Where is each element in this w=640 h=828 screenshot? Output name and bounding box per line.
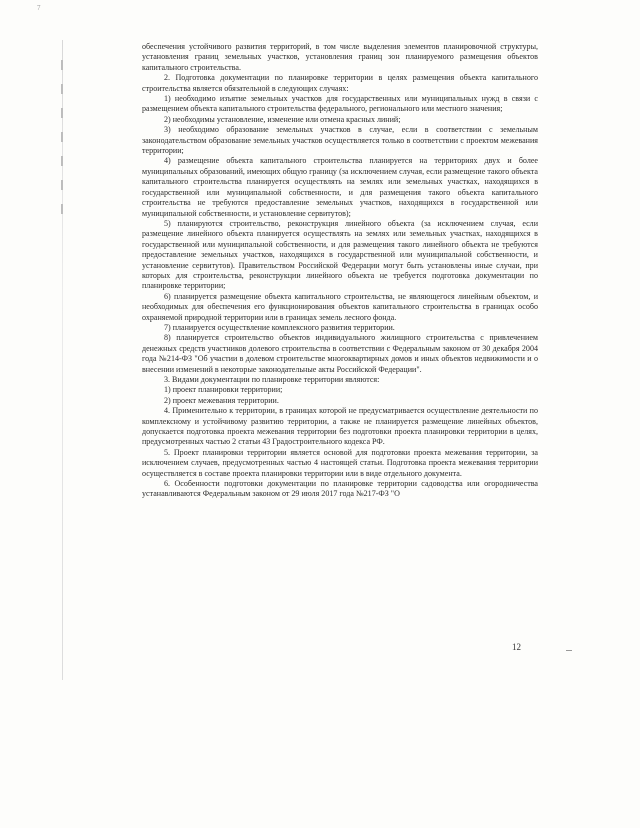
margin-mark bbox=[566, 650, 572, 651]
page-number: 12 bbox=[512, 642, 521, 652]
paragraph: 5. Проект планировки территории является основой для подготовки проекта межевания территории, за исключением случаев, предусмотренных частью 4 настоящей статьи. Подготовка проекта межевания территории осуществляется в составе проекта планировки территории или в виде отдельного документа. bbox=[142, 447, 538, 478]
list-item: 2) необходимы установление, изменение или отмена красных линий; bbox=[164, 114, 401, 124]
list-item: 7) планируется осуществление комплексного развития территории. bbox=[164, 322, 395, 332]
list-item: 3) необходимо образование земельных участков в случае, если в соответствии с земельным законодательством образование земельных участков осуществляется только в соответствии с проектом межевания территории; bbox=[142, 125, 538, 156]
document-page bbox=[142, 42, 538, 500]
list-item: 8) планируется строительство объектов индивидуального жилищного строительства с привлечением денежных средств участников долевого строительства в соответствии с Федеральным законом от 30 декабря 2004 года №214-ФЗ "Об участии в долевом строительстве многоквартирных домов и иных объектов недвижимости и о внесении изменений в некоторые законодательные акты Российской Федерации". bbox=[142, 333, 538, 374]
paragraph: 2. Подготовка документации по планировке территории в целях размещения объекта капитального строительства является обязательной в следующих случаях: bbox=[142, 73, 538, 93]
list-item: 4) размещение объекта капитального строительства планируется на территориях двух и более муниципальных образований, имеющих общую границу (за исключением случая, если размещение такого объекта капитального строительства планируется осуществлять на землях или земельных участках, находящихся в государственной или муниципальной собственности, и для размещения такого объекта капитального строительства не требуются предоставление земельных участков, находящихся в государственной или муниципальной собственности, и установление сервитутов); bbox=[142, 156, 538, 218]
list-item: 1) проект планировки территории; bbox=[164, 385, 283, 395]
list-item: 1) необходимо изъятие земельных участков для государственных или муниципальных нужд в связи с размещением объекта капитального строительства федерального, регионального или местного значения; bbox=[142, 94, 538, 114]
paragraph: 3. Видами документации по планировке территории являются: bbox=[164, 375, 380, 384]
corner-mark: 7 bbox=[37, 4, 41, 12]
binding-marks bbox=[58, 60, 66, 228]
paragraph: 6. Особенности подготовки документации по планировке территории садоводства или огородничества устанавливаются Федеральным законом от 29 июля 2017 года №217-ФЗ "О bbox=[142, 479, 538, 499]
list-item: 5) планируются строительство, реконструкция линейного объекта (за исключением случая, если размещение линейного объекта планируется осуществлять на землях или земельных участках, находящихся в государственной или муниципальной собственности, и для размещения такого линейного объекта не требуются предоставление земельных участков, находящихся в государственной или муниципальной собственности, и установление сервитутов). Правительством Российской Федерации могут быть установлены иные случаи, при которых для строительства, реконструкции линейного объекта не требуется подготовка документации по планировке территории; bbox=[142, 218, 538, 291]
paragraph: обеспечения устойчивого развития территорий, в том числе выделения элементов планировочной структуры, установления границ земельных участков, установления границ зон планируемого размещения объектов капитального строительства. bbox=[142, 42, 538, 72]
list-item: 6) планируется размещение объекта капитального строительства, не являющегося линейным объектом, и необходимых для обеспечения его функционирования объектов капитального строительства в границах особо охраняемой природной территории или в границах земель лесного фонда. bbox=[142, 291, 538, 322]
paragraph: 4. Применительно к территории, в границах которой не предусматривается осуществление деятельности по комплексному и устойчивому развитию территории, а также не планируется размещение линейных объектов, допускается подготовка проекта межевания территории без подготовки проекта планировки территории в целях, предусмотренных частью 2 статьи 43 Градостроительного кодекса РФ. bbox=[142, 406, 538, 447]
list-item: 2) проект межевания территории. bbox=[164, 395, 279, 405]
